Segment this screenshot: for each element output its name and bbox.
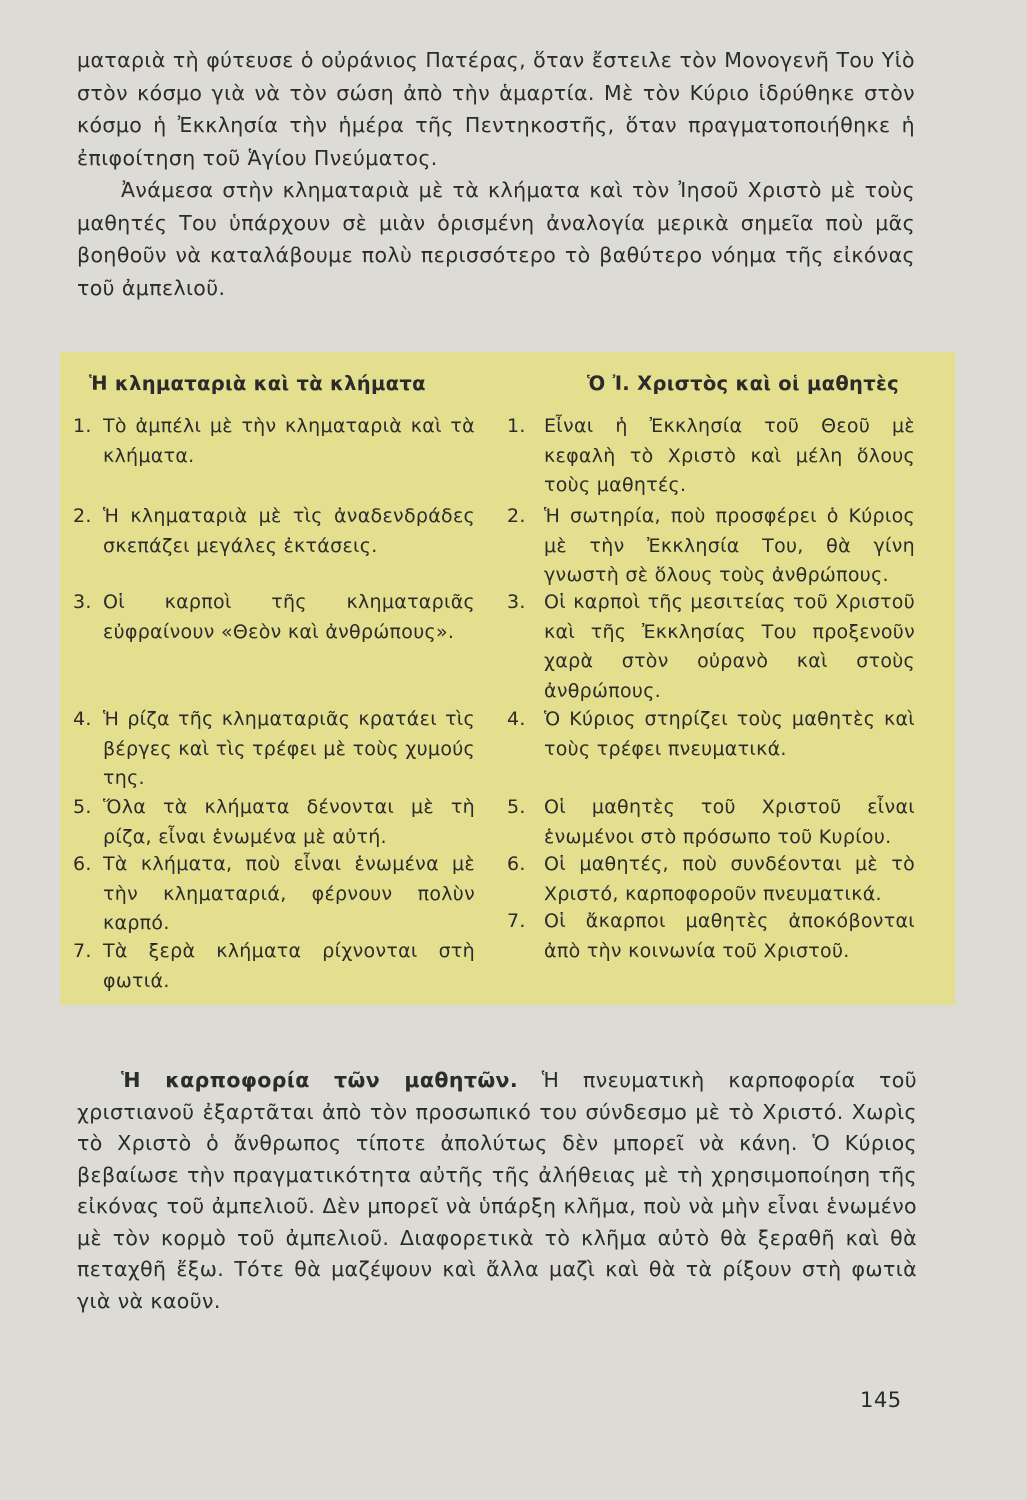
list-item: [507, 907, 915, 966]
column-title-christ: Ὁ Ἰ. Χριστὸς καὶ οἱ μαθητὲς: [587, 372, 899, 395]
item-number: 2.: [507, 505, 526, 527]
section-heading: Ἡ καρποφορία τῶν μαθητῶν.: [121, 1068, 519, 1092]
page-number: 145: [860, 1388, 902, 1412]
fruitfulness-section: [77, 1065, 917, 1317]
item-text: Τὰ ξερὰ κλήματα ρίχνονται στὴ φωτιά.: [103, 940, 475, 992]
list-item: [73, 850, 475, 939]
list-item: [507, 850, 915, 909]
item-number: 7.: [73, 940, 92, 962]
item-text: Ἡ σωτηρία, ποὺ προσφέρει ὁ Κύριος μὲ τὴν Ἐκκλησία Του, θὰ γίνη γνωστὴ σὲ ὅλους τοὺς ἀνθρώπους.: [544, 505, 915, 586]
list-item: [73, 502, 475, 561]
item-text: Οἱ μαθητές, ποὺ συνδέονται μὲ τὸ Χριστό, καρποφοροῦν πνευματικά.: [544, 853, 915, 905]
section-body: Ἡ πνευματικὴ καρποφορία τοῦ χριστιανοῦ ἐξαρτᾶται ἀπὸ τὸν προσωπικό του σύνδεσμο μὲ τὸ Χριστό. Χωρὶς τὸ Χριστὸ ὁ ἄνθρωπος τίποτε ἀπολύτως δὲν μπορεῖ νὰ κάνη. Ὁ Κύριος βεβαίωσε τὴν πραγματικότητα αὐτῆς τῆς ἀλήθειας μὲ τὴ χρησιμοποίηση τῆς εἰκόνας τοῦ ἀμπελιοῦ. Δὲν μπορεῖ νὰ ὑπάρξη κλῆμα, ποὺ νὰ μὴν εἶναι ἑνωμένο μὲ τὸν κορμὸ τοῦ ἀμπελιοῦ. Διαφορετικὰ τὸ κλῆμα αὐτὸ θὰ ξεραθῆ καὶ θὰ πεταχθῆ ἔξω. Τότε θὰ μαζέψουν καὶ ἄλλα μαζὶ καὶ θὰ τὰ ρίξουν στὴ φωτιὰ γιὰ νὰ καοῦν.: [77, 1068, 918, 1313]
column-title-vine: Ἡ κληματαριὰ καὶ τὰ κλήματα: [89, 372, 426, 395]
item-number: 4.: [73, 708, 92, 730]
item-number: 5.: [73, 796, 92, 818]
item-number: 2.: [73, 505, 92, 527]
item-text: Εἶναι ἡ Ἐκκλησία τοῦ Θεοῦ μὲ κεφαλὴ τὸ Χριστὸ καὶ μέλη ὅλους τοὺς μαθητές.: [544, 415, 915, 496]
item-text: Ὅλα τὰ κλήματα δένονται μὲ τὴ ρίζα, εἶναι ἑνωμένα μὲ αὐτή.: [103, 796, 475, 848]
item-number: 6.: [507, 853, 526, 875]
item-number: 5.: [507, 796, 526, 818]
item-number: 4.: [507, 708, 526, 730]
item-number: 1.: [507, 415, 526, 437]
list-item: [507, 412, 915, 501]
item-number: 3.: [507, 591, 526, 613]
item-text: Οἱ μαθητὲς τοῦ Χριστοῦ εἶναι ἑνωμένοι στὸ πρόσωπο τοῦ Κυρίου.: [544, 796, 915, 848]
item-text: Οἱ καρποὶ τῆς κληματαριᾶς εὐφραίνουν «Θεὸν καὶ ἀνθρώπους».: [103, 591, 475, 643]
item-text: Τὸ ἀμπέλι μὲ τὴν κληματαριὰ καὶ τὰ κλήματα.: [103, 415, 475, 467]
list-item: [73, 937, 475, 996]
item-text: Ἡ ρίζα τῆς κληματαριᾶς κρατάει τὶς βέργες καὶ τὶς τρέφει μὲ τοὺς χυμούς της.: [103, 708, 475, 789]
item-text: Τὰ κλήματα, ποὺ εἶναι ἑνωμένα μὲ τὴν κληματαριά, φέρνουν πολὺν καρπό.: [103, 853, 475, 934]
intro-paragraph-2: Ἀνάμεσα στὴν κληματαριὰ μὲ τὰ κλήματα καὶ τὸν Ἰησοῦ Χριστὸ μὲ τοὺς μαθητές Του ὑπάρχουν σὲ μιὰν ὁρισμένη ἀναλογία μερικὰ σημεῖα ποὺ μᾶς βοηθοῦν νὰ καταλάβουμε πολὺ περισσότερο τὸ βαθύτερο νόημα τῆς εἰκόνας τοῦ ἀμπελιοῦ.: [77, 178, 915, 300]
list-item: [73, 588, 475, 647]
list-item: [507, 588, 915, 706]
item-text: Ἡ κληματαριὰ μὲ τὶς ἀναδενδράδες σκεπάζει μεγάλες ἐκτάσεις.: [103, 505, 475, 557]
item-number: 6.: [73, 853, 92, 875]
intro-text: [77, 44, 915, 304]
item-text: Οἱ ἄκαρποι μαθητὲς ἀποκόβονται ἀπὸ τὴν κοινωνία τοῦ Χριστοῦ.: [544, 910, 915, 962]
item-number: 7.: [507, 910, 526, 932]
list-item: [73, 705, 475, 794]
item-number: 1.: [73, 415, 92, 437]
list-item: [73, 793, 475, 852]
item-text: Ὁ Κύριος στηρίζει τοὺς μαθητὲς καὶ τοὺς τρέφει πνευματικά.: [544, 708, 915, 760]
list-item: [507, 793, 915, 852]
list-item: [507, 502, 915, 591]
list-item: [507, 705, 915, 764]
item-text: Οἱ καρποὶ τῆς μεσιτείας τοῦ Χριστοῦ καὶ τῆς Ἐκκλησίας Του προξενοῦν χαρὰ στὸν οὐρανὸ καὶ στοὺς ἀνθρώπους.: [544, 591, 915, 702]
list-item: [73, 412, 475, 471]
comparison-box: [60, 352, 955, 1005]
intro-paragraph-1: ματαριὰ τὴ φύτευσε ὁ οὐράνιος Πατέρας, ὅταν ἔστειλε τὸν Μονογενῆ Του Υἱὸ στὸν κόσμο γιὰ νὰ τὸν σώση ἀπὸ τὴν ἁμαρτία. Μὲ τὸν Κύριο ἱδρύθηκε στὸν κόσμο ἡ Ἐκκλησία τὴν ἡμέρα τῆς Πεντηκοστῆς, ὅταν πραγματοποιήθηκε ἡ ἐπιφοίτηση τοῦ Ἁγίου Πνεύματος.: [77, 48, 915, 170]
item-number: 3.: [73, 591, 92, 613]
